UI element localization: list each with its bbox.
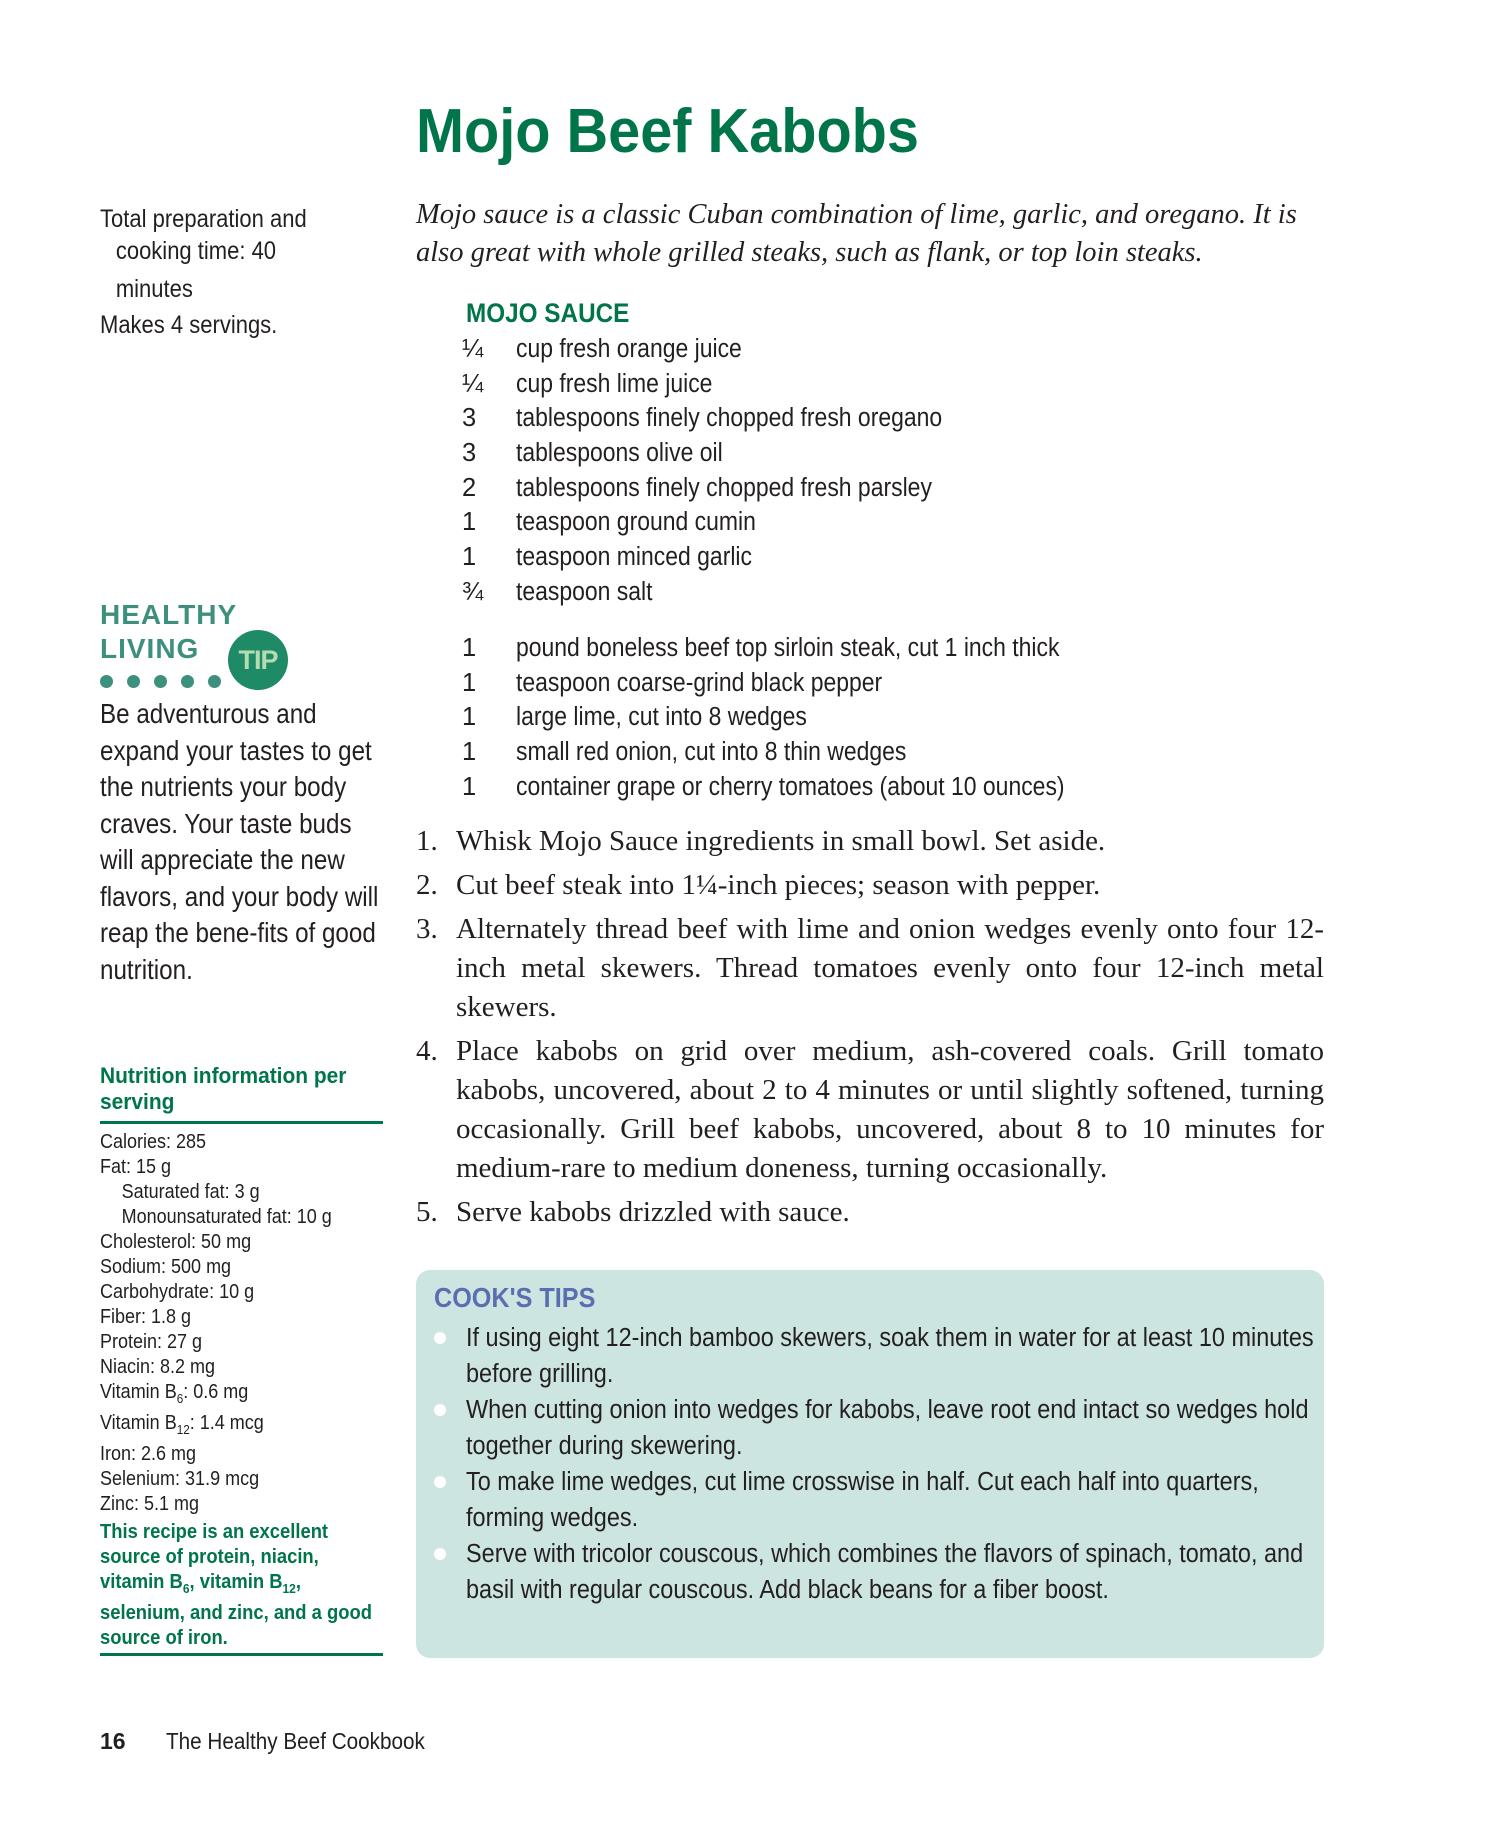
step-text: Place kabobs on grid over medium, ash-covered coals. Grill tomato kabobs, uncovered, about 2 to 4 minutes or until slightly softened, turning occasionally. Grill beef kabobs, uncovered, about 8 to 10 minutes for medium-rare to medium doneness, turning occasionally. [456,1035,1324,1184]
nutrition-item: Sodium: 500 mg [100,1256,232,1278]
ingredient-item [462,540,990,575]
tip-item [430,1392,1310,1464]
nutrition-item-b6 [100,1380,332,1411]
bullet-icon [434,1476,446,1488]
ingredient-qty: 1 [462,772,477,801]
healthy-line: HEALTHY [100,599,238,630]
cooks-tips-heading: COOK'S TIPS [434,1282,596,1313]
ingredient-qty: 1 [462,703,477,732]
nutrition-list [100,1130,358,1517]
recipe-intro: Mojo sauce is a classic Cuban combination of lime, garlic, and oregano. It is also great with whole grilled steaks, such as flank, or top loin steaks. [416,199,1297,268]
note-part1: This recipe is an excellent source of protein, niacin, vitamin B [100,1521,329,1593]
nutrition-item: Saturated fat: 3 g [121,1181,260,1203]
dot-icon [100,675,113,688]
step-item [416,910,1324,1027]
ingredient-desc: tablespoons finely chopped fresh parsley [516,473,932,502]
nutrition-heading: Nutrition information per serving [100,1063,347,1114]
ingredient-item [462,575,990,610]
b12-subscript: 12 [176,1422,190,1437]
ingredient-item [462,505,990,540]
ingredient-item [462,735,1126,770]
b12-label: Vitamin B [100,1412,177,1434]
ingredient-qty: 1 [462,738,477,767]
tip-item [430,1464,1310,1536]
dot-icon [154,675,167,688]
nutrition-note-body [100,1520,376,1651]
step-number: 4. [416,1035,438,1067]
ingredient-item [462,436,990,471]
ingredient-desc: cup fresh orange juice [516,335,742,363]
step-number: 5. [416,1196,438,1228]
ingredient-desc: teaspoon ground cumin [516,508,756,537]
note-sub1: 6 [182,1581,190,1596]
prep-info [100,200,355,344]
ingredient-item [462,471,990,506]
nutrition-item-b12 [100,1411,332,1442]
nutrition-note [100,1520,390,1651]
ingredient-qty: 1 [462,634,477,662]
ingredient-desc: tablespoons olive oil [516,439,723,468]
book-title: The Healthy Beef Cookbook [166,1728,425,1754]
step-text: Serve kabobs drizzled with sauce. [456,1196,850,1228]
tip-item [430,1536,1310,1608]
tip-text: If using eight 12-inch bamboo skewers, soak them in water for at least 10 minutes before grilling. [466,1324,1314,1388]
note-part3: , selenium, and zinc, and a good source of iron. [100,1571,372,1649]
step-item [416,1032,1324,1188]
ingredient-qty: ¼ [462,369,484,398]
step-text: Alternately thread beef with lime and onion wedges evenly onto four 12-inch metal skewers. Thread tomatoes evenly onto four 12-inch metal skewers. [456,913,1324,1023]
ingredient-desc: container grape or cherry tomatoes (about 10 ounces) [516,772,1065,801]
ingredient-qty: 3 [462,439,477,468]
bullet-icon [434,1332,446,1344]
b6-value: : 0.6 mg [183,1381,249,1403]
prep-time-line2: cooking time: 40 minutes [115,237,277,303]
nutrition-bottom-rule [100,1653,383,1656]
prep-time-line1: Total preparation and [100,205,307,233]
servings: Makes 4 servings. [100,311,278,339]
ingredient-desc: teaspoon minced garlic [516,543,753,572]
ingredient-desc: small red onion, cut into 8 thin wedges [516,738,907,767]
ingredient-qty: 1 [462,668,477,697]
nutrition-item: Fat: 15 g [100,1156,172,1178]
ingredient-desc: tablespoons finely chopped fresh oregano [516,404,943,433]
ingredient-qty: ¾ [462,577,484,606]
sauce-heading: MOJO SAUCE [466,298,630,328]
b6-label: Vitamin B [100,1381,177,1403]
step-number: 1. [416,825,438,857]
nutrition-item: Zinc: 5.1 mg [100,1493,200,1515]
nutrition-item: Calories: 285 [100,1131,207,1153]
step-number: 3. [416,913,438,945]
ingredient-desc: large lime, cut into 8 wedges [516,703,807,732]
ingredient-item [462,700,1126,735]
step-text: Cut beef steak into 1¼-inch pieces; season with pepper. [456,869,1101,901]
ingredient-desc: teaspoon salt [516,577,653,606]
page-number: 16 [100,1728,126,1754]
healthy-tip-text [100,696,390,988]
ingredient-qty: 1 [462,508,477,537]
nutrition-item: Carbohydrate: 10 g [100,1281,255,1303]
tip-text: To make lime wedges, cut lime crosswise in half. Cut each half into quarters, forming wedges. [466,1468,1259,1532]
tip-badge-icon: TIP [228,630,288,690]
nutrition-item: Iron: 2.6 mg [100,1443,197,1465]
recipe-title: Mojo Beef Kabobs [416,97,919,166]
tip-text: Serve with tricolor couscous, which combines the flavors of spinach, tomato, and basil with regular couscous. Add black beans for a fiber boost. [466,1540,1304,1604]
dot-icon [208,675,221,688]
ingredient-item [462,631,1126,666]
healthy-tip-body: Be adventurous and expand your tastes to get the nutrients your body craves. Your taste buds will appreciate the new flavors, and your body will reap the bene-fits of good nutrition. [100,698,379,985]
ingredient-item [462,401,990,436]
bullet-icon [434,1404,446,1416]
note-sub2: 12 [282,1581,296,1596]
ingredient-desc: teaspoon coarse-grind black pepper [516,668,883,697]
ingredient-qty: 3 [462,404,477,433]
ingredient-item [462,332,990,367]
ingredient-qty: 2 [462,473,477,502]
step-item [416,866,1324,905]
ingredient-item [462,367,990,402]
ingredient-desc: cup fresh lime juice [516,369,713,398]
step-item [416,822,1324,861]
dot-icon [181,675,194,688]
step-number: 2. [416,869,438,901]
recipe-steps [416,822,1324,1237]
bullet-icon [434,1548,446,1560]
dot-icon [127,675,140,688]
nutrition-item: Protein: 27 g [100,1331,203,1353]
step-text: Whisk Mojo Sauce ingredients in small bowl. Set aside. [456,825,1106,857]
tip-text: When cutting onion into wedges for kabobs, leave root end intact so wedges hold together during skewering. [466,1396,1309,1460]
living-line: LIVING [100,633,200,664]
nutrition-item: Niacin: 8.2 mg [100,1356,216,1378]
nutrition-item: Selenium: 31.9 mcg [100,1468,260,1490]
step-item [416,1193,1324,1232]
nutrition-item: Cholesterol: 50 mg [100,1231,252,1253]
main-ingredient-list [462,631,1126,804]
dots-divider [100,675,221,688]
b6-subscript: 6 [176,1391,184,1406]
nutrition-item: Monounsaturated fat: 10 g [121,1206,332,1228]
ingredient-qty: 1 [462,543,477,572]
b12-value: : 1.4 mcg [189,1412,264,1434]
ingredient-item [462,770,1126,805]
ingredient-qty: ¼ [462,335,484,363]
note-part2: , vitamin B [189,1571,283,1593]
sauce-ingredient-list [462,332,990,610]
cooks-tips-list [430,1320,1314,1608]
ingredient-desc: pound boneless beef top sirloin steak, cut 1 inch thick [516,634,1060,662]
nutrition-item: Fiber: 1.8 g [100,1306,192,1328]
nutrition-top-rule [100,1121,383,1124]
tip-item [430,1320,1314,1392]
ingredient-item [462,666,1126,701]
